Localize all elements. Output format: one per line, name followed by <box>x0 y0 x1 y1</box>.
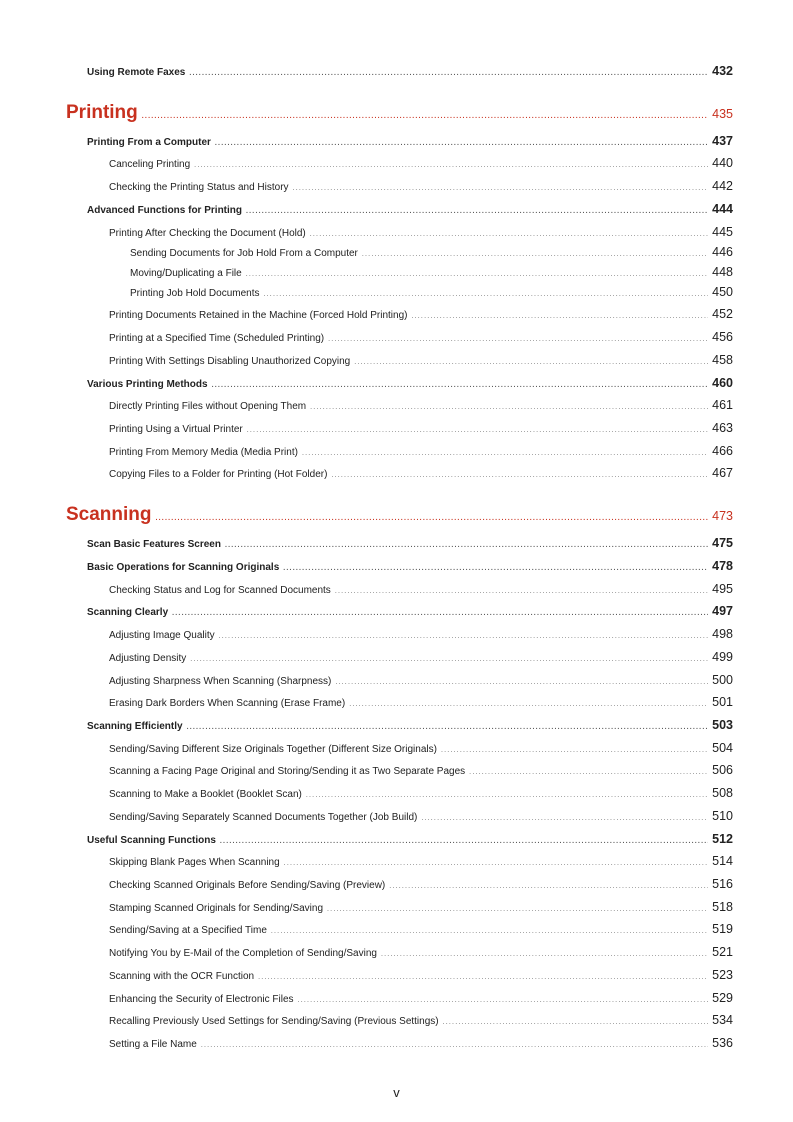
toc-entry-previous-settings[interactable] <box>109 1013 733 1027</box>
toc-entry-page: 456 <box>712 330 733 344</box>
dot-leader <box>310 231 708 238</box>
dot-leader <box>349 701 708 708</box>
toc-entry-page: 445 <box>712 225 733 239</box>
dot-leader <box>246 208 708 215</box>
toc-entry-page: 432 <box>712 64 733 78</box>
dot-leader <box>220 838 708 845</box>
toc-entry-label: Printing Using a Virtual Printer <box>109 424 243 435</box>
toc-entry-media-print[interactable] <box>109 444 733 458</box>
toc-entry-page: 495 <box>712 582 733 596</box>
toc-entry-label: Scanning to Make a Booklet (Booklet Scan) <box>109 789 302 800</box>
toc-entry-adjusting-sharpness[interactable] <box>109 673 733 687</box>
dot-leader <box>441 747 708 754</box>
toc-entry-using-remote-faxes[interactable] <box>87 64 733 78</box>
toc-entry-page: 519 <box>712 922 733 936</box>
toc-entry-page: 458 <box>712 353 733 367</box>
toc-entry-page: 478 <box>712 559 733 573</box>
toc-entry-various-printing-methods[interactable] <box>87 376 733 390</box>
toc-entry-label: Enhancing the Security of Electronic Files <box>109 994 294 1005</box>
toc-entry-page: 504 <box>712 741 733 755</box>
toc-entry-label: Printing With Settings Disabling Unauthorized Copying <box>109 356 351 367</box>
toc-entry-basic-operations-scanning[interactable] <box>87 559 733 573</box>
toc-entry-page: 440 <box>712 156 733 170</box>
toc-entry-label: Printing Documents Retained in the Machine (Forced Hold Printing) <box>109 310 408 321</box>
toc-entry-page: 510 <box>712 809 733 823</box>
toc-entry-skipping-blank-pages[interactable] <box>109 854 733 868</box>
dot-leader <box>258 974 708 981</box>
dot-leader <box>284 860 708 867</box>
toc-entry-page: 444 <box>712 202 733 216</box>
toc-entry-sending-documents-job-hold[interactable] <box>130 245 733 259</box>
toc-entry-page: 516 <box>712 877 733 891</box>
toc-entry-label: Scanning Efficiently <box>87 721 183 732</box>
toc-entry-facing-page-original[interactable] <box>109 763 733 777</box>
toc-entry-sending-saving-specified-time[interactable] <box>109 922 733 936</box>
toc-entry-checking-printing-status[interactable] <box>109 179 733 193</box>
toc-entry-label: Erasing Dark Borders When Scanning (Erase Frame) <box>109 698 346 709</box>
dot-leader <box>156 515 709 522</box>
dot-leader <box>328 336 708 343</box>
dot-leader <box>362 251 708 258</box>
toc-entry-label: Basic Operations for Scanning Originals <box>87 562 280 573</box>
toc-entry-page: 523 <box>712 968 733 982</box>
chapter-page: 435 <box>712 107 733 121</box>
toc-entry-label: Setting a File Name <box>109 1039 197 1050</box>
dot-leader <box>172 610 708 617</box>
dot-leader <box>331 472 708 479</box>
dot-leader <box>335 588 708 595</box>
toc-entry-printing-from-a-computer[interactable] <box>87 134 733 148</box>
dot-leader <box>298 997 709 1004</box>
toc-entry-label: Printing at a Specified Time (Scheduled Printing) <box>109 333 325 344</box>
toc-entry-moving-duplicating-file[interactable] <box>130 265 733 279</box>
toc-entry-label: Canceling Printing <box>109 159 191 170</box>
dot-leader <box>354 359 708 366</box>
toc-entry-label: Using Remote Faxes <box>87 67 186 78</box>
toc-entry-page: 452 <box>712 307 733 321</box>
toc-entry-advanced-functions-for-printing[interactable] <box>87 202 733 216</box>
toc-entry-useful-scanning-functions[interactable] <box>87 832 733 846</box>
toc-entry-disabling-unauthorized-copying[interactable] <box>109 353 733 367</box>
dot-leader <box>264 291 709 298</box>
dot-leader <box>469 769 708 776</box>
toc-entry-page: 500 <box>712 673 733 687</box>
toc-entry-printing-job-hold-documents[interactable] <box>130 285 733 299</box>
toc-entry-label: Sending Documents for Job Hold From a Computer <box>130 248 358 259</box>
dot-leader <box>212 382 709 389</box>
toc-entry-page: 461 <box>712 398 733 412</box>
toc-entry-page: 475 <box>712 536 733 550</box>
toc-entry-label: Printing After Checking the Document (Hold) <box>109 228 306 239</box>
toc-entry-label: Checking Scanned Originals Before Sending/Saving (Preview) <box>109 880 386 891</box>
dot-leader <box>306 792 708 799</box>
toc-entry-erase-frame[interactable] <box>109 695 733 709</box>
toc-entry-page: 518 <box>712 900 733 914</box>
toc-entry-label: Useful Scanning Functions <box>87 835 216 846</box>
toc-entry-scheduled-printing[interactable] <box>109 330 733 344</box>
toc-entry-page: 499 <box>712 650 733 664</box>
page-number-footer: v <box>393 1085 400 1100</box>
toc-entry-label: Printing From Memory Media (Media Print) <box>109 447 298 458</box>
chapter-heading-scanning[interactable] <box>66 504 733 526</box>
toc-entry-page: 534 <box>712 1013 733 1027</box>
toc-entry-page: 466 <box>712 444 733 458</box>
dot-leader <box>190 656 708 663</box>
toc-entry-scanning-efficiently[interactable] <box>87 718 733 732</box>
toc-entry-page: 521 <box>712 945 733 959</box>
toc-entry-page: 437 <box>712 134 733 148</box>
toc-entry-label: Scan Basic Features Screen <box>87 539 221 550</box>
toc-entry-label: Advanced Functions for Printing <box>87 205 243 216</box>
toc-entry-ocr-function[interactable] <box>109 968 733 982</box>
chapter-page: 473 <box>712 509 733 523</box>
dot-leader <box>142 113 708 120</box>
dot-leader <box>381 951 708 958</box>
toc-entry-stamping-scanned-originals[interactable] <box>109 900 733 914</box>
toc-entry-label: Printing Job Hold Documents <box>130 288 260 299</box>
toc-entry-email-notification[interactable] <box>109 945 733 959</box>
dot-leader <box>215 140 708 147</box>
dot-leader <box>225 542 708 549</box>
toc-entry-different-size-originals[interactable] <box>109 741 733 755</box>
toc-entry-page: 536 <box>712 1036 733 1050</box>
toc-entry-hot-folder[interactable] <box>109 466 733 480</box>
toc-entry-label: Various Printing Methods <box>87 379 208 390</box>
dot-leader <box>246 271 708 278</box>
dot-leader <box>335 679 708 686</box>
toc-entry-label: Adjusting Image Quality <box>109 630 215 641</box>
dot-leader <box>389 883 708 890</box>
toc-entry-security-electronic-files[interactable] <box>109 991 733 1005</box>
toc-entry-label: Adjusting Density <box>109 653 187 664</box>
toc-entry-page: 503 <box>712 718 733 732</box>
toc-entry-page: 498 <box>712 627 733 641</box>
toc-entry-forced-hold-printing[interactable] <box>109 307 733 321</box>
toc-entry-page: 497 <box>712 604 733 618</box>
toc-entry-scan-basic-features-screen[interactable] <box>87 536 733 550</box>
dot-leader <box>327 906 708 913</box>
toc-entry-label: Notifying You by E-Mail of the Completion of Sending/Saving <box>109 948 377 959</box>
toc-entry-page: 460 <box>712 376 733 390</box>
chapter-heading-printing[interactable] <box>66 102 733 124</box>
toc-entry-canceling-printing[interactable] <box>109 156 733 170</box>
toc-entry-page: 446 <box>712 245 733 259</box>
toc-entry-page: 508 <box>712 786 733 800</box>
toc-entry-label: Checking Status and Log for Scanned Documents <box>109 585 331 596</box>
toc-entry-page: 514 <box>712 854 733 868</box>
toc-entry-page: 448 <box>712 265 733 279</box>
toc-entry-label: Sending/Saving at a Specified Time <box>109 925 267 936</box>
dot-leader <box>187 724 709 731</box>
toc-entry-adjusting-image-quality[interactable] <box>109 627 733 641</box>
toc-entry-page: 442 <box>712 179 733 193</box>
toc-entry-label: Sending/Saving Separately Scanned Documents Together (Job Build) <box>109 812 418 823</box>
chapter-title: Printing <box>66 102 138 123</box>
toc-entry-label: Recalling Previously Used Settings for Sending/Saving (Previous Settings) <box>109 1016 439 1027</box>
toc-entry-adjusting-density[interactable] <box>109 650 733 664</box>
dot-leader <box>271 928 708 935</box>
dot-leader <box>421 815 708 822</box>
dot-leader <box>194 162 708 169</box>
dot-leader <box>201 1042 708 1049</box>
toc-entry-label: Moving/Duplicating a File <box>130 268 242 279</box>
toc-entry-label: Scanning with the OCR Function <box>109 971 255 982</box>
toc-entry-directly-printing-files[interactable] <box>109 398 733 412</box>
toc-entry-label: Checking the Printing Status and History <box>109 182 289 193</box>
dot-leader <box>411 313 708 320</box>
chapter-title: Scanning <box>66 504 152 525</box>
toc-entry-label: Stamping Scanned Originals for Sending/Saving <box>109 903 324 914</box>
toc-entry-page: 467 <box>712 466 733 480</box>
toc-entry-printing-after-checking[interactable] <box>109 225 733 239</box>
toc-entry-preview[interactable] <box>109 877 733 891</box>
toc-entry-virtual-printer[interactable] <box>109 421 733 435</box>
dot-leader <box>302 450 708 457</box>
toc-entry-page: 529 <box>712 991 733 1005</box>
toc-entry-setting-file-name[interactable] <box>109 1036 733 1050</box>
toc-entry-label: Skipping Blank Pages When Scanning <box>109 857 280 868</box>
dot-leader <box>219 633 709 640</box>
toc-entry-page: 463 <box>712 421 733 435</box>
dot-leader <box>189 70 708 77</box>
toc-entry-label: Adjusting Sharpness When Scanning (Sharpness) <box>109 676 332 687</box>
toc-entry-job-build[interactable] <box>109 809 733 823</box>
toc-entry-scanning-clearly[interactable] <box>87 604 733 618</box>
dot-leader <box>283 565 708 572</box>
toc-entry-label: Directly Printing Files without Opening Them <box>109 401 307 412</box>
toc-entry-label: Sending/Saving Different Size Originals Together (Different Size Originals) <box>109 744 437 755</box>
dot-leader <box>443 1019 709 1026</box>
toc-entry-label: Scanning Clearly <box>87 607 169 618</box>
toc-entry-label: Printing From a Computer <box>87 137 211 148</box>
dot-leader <box>310 404 708 411</box>
toc-entry-page: 512 <box>712 832 733 846</box>
dot-leader <box>247 427 708 434</box>
toc-entry-page: 501 <box>712 695 733 709</box>
toc-entry-booklet-scan[interactable] <box>109 786 733 800</box>
toc-entry-page: 450 <box>712 285 733 299</box>
dot-leader <box>293 185 709 192</box>
toc-entry-page: 506 <box>712 763 733 777</box>
toc-entry-label: Copying Files to a Folder for Printing (Hot Folder) <box>109 469 328 480</box>
toc-entry-checking-status-log[interactable] <box>109 582 733 596</box>
toc-entry-label: Scanning a Facing Page Original and Storing/Sending it as Two Separate Pages <box>109 766 466 777</box>
